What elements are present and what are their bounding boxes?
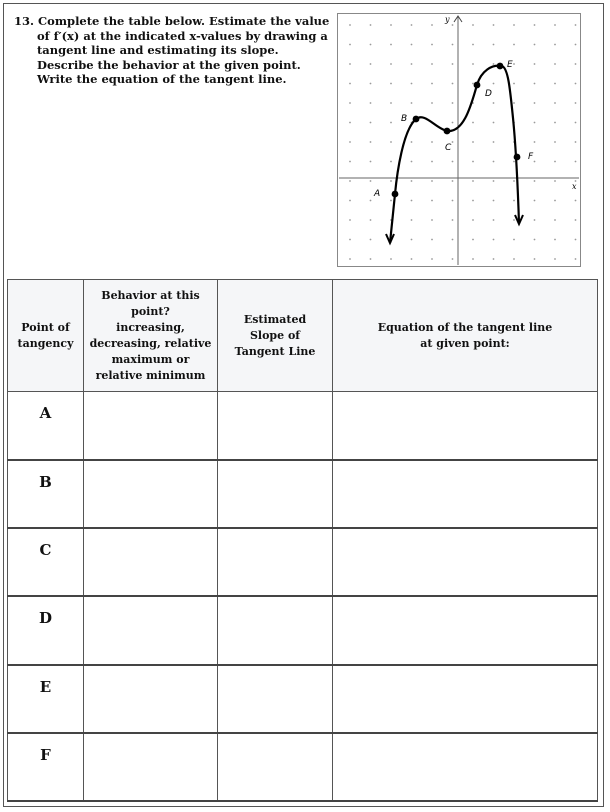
grid-dot [534,180,536,182]
grid-dot [411,239,413,241]
grid-dot [370,180,372,182]
grid-dot [431,258,433,260]
grid-dot [513,239,515,241]
grid-dot [431,102,433,104]
grid-dot [370,102,372,104]
tangent-table [7,279,598,802]
equation-cell[interactable] [333,392,598,460]
point-d-label: D [485,89,492,99]
problem-number: 13. [14,14,35,28]
behavior-cell[interactable] [84,665,218,733]
grid-dot [349,44,351,46]
grid-dot [411,141,413,143]
grid-dot [513,102,515,104]
slope-cell[interactable] [218,665,333,733]
grid-dot [575,102,577,104]
grid-dot [411,200,413,202]
grid-dot [554,83,556,85]
grid-dot [411,219,413,221]
grid-dot [534,24,536,26]
point-b-label: B [401,114,408,124]
grid-dot [431,180,433,182]
row-point-label: A [8,392,84,460]
grid-dot [370,44,372,46]
header-estimated-slope: Estimated Slope of Tangent Line [218,280,333,392]
grid-dot [534,102,536,104]
grid-dot [431,44,433,46]
grid-dot [534,63,536,65]
grid-dot [472,219,474,221]
grid-dot [575,258,577,260]
behavior-cell[interactable] [84,460,218,528]
slope-cell[interactable] [218,596,333,664]
grid-dot [554,258,556,260]
grid-dot [513,258,515,260]
grid-dot [472,258,474,260]
grid-dot [534,122,536,124]
grid-dot [349,24,351,26]
grid-dot [390,83,392,85]
grid-dot [534,219,536,221]
grid-dot [390,63,392,65]
grid-dot [554,200,556,202]
prompt-line-4: Describe the behavior at the given point. [37,57,301,72]
prompt-line-3: tangent line and estimating its slope. [37,43,279,58]
grid-dot [431,83,433,85]
grid-dot [534,239,536,241]
grid-dot [452,141,454,143]
grid-dot [431,161,433,163]
grid-dot [554,102,556,104]
grid-dot [370,219,372,221]
point-e-label: E [507,60,513,70]
point-a-dot [392,191,399,198]
grid-dot [575,122,577,124]
grid-dot [575,44,577,46]
grid-dot [575,141,577,143]
grid-dot [472,141,474,143]
grid-dot [472,239,474,241]
grid-dot [493,63,495,65]
grid-dot [554,122,556,124]
grid-dot [493,161,495,163]
point-f-dot [514,154,521,161]
grid-dot [493,24,495,26]
equation-cell[interactable] [333,596,598,664]
grid-dot [390,141,392,143]
grid-dot [452,219,454,221]
grid-dot [493,258,495,260]
grid-dot [493,200,495,202]
grid-dot [349,239,351,241]
equation-cell[interactable] [333,528,598,596]
grid-dot [370,239,372,241]
grid-dot [472,83,474,85]
grid-dot [534,258,536,260]
grid-dot [411,24,413,26]
grid-dot [452,63,454,65]
point-b-dot [413,116,420,123]
grid-dot [472,180,474,182]
table-row [8,596,598,664]
header-tangent-equation: Equation of the tangent line at given point: [333,280,598,392]
equation-cell[interactable] [333,733,598,801]
grid-dot [411,180,413,182]
grid-dot [411,63,413,65]
grid-dot [513,24,515,26]
grid-dot [349,102,351,104]
grid-dot [513,44,515,46]
grid-dot [513,161,515,163]
grid-dot [390,44,392,46]
grid-dot [575,83,577,85]
grid-dot [431,200,433,202]
grid-dot [513,200,515,202]
grid-dot [349,258,351,260]
grid-dot [431,219,433,221]
grid-dot [575,161,577,163]
x-axis-label: x [572,182,577,191]
table-row [8,460,598,528]
grid-dot [493,83,495,85]
grid-dot [370,122,372,124]
point-a-label: A [374,189,381,199]
grid-dot [472,122,474,124]
grid-dot [534,200,536,202]
problem-prompt [14,14,330,87]
grid-dot [554,141,556,143]
grid-dot [452,200,454,202]
grid-dot [349,161,351,163]
grid-dot [575,200,577,202]
table-header-row [8,280,598,392]
y-axis-label: y [445,15,450,24]
grid-dot [370,200,372,202]
grid-dot [472,200,474,202]
grid-dot [390,161,392,163]
grid-dot [493,180,495,182]
prompt-line-2: of f′(x) at the indicated x-values by drawing a [37,28,328,43]
grid-dot [349,219,351,221]
row-point-label: D [8,596,84,664]
grid-dot [513,180,515,182]
grid-dot [452,44,454,46]
behavior-cell[interactable] [84,733,218,801]
grid-dot [349,83,351,85]
grid-dot [431,63,433,65]
grid-dot [554,24,556,26]
grid-dot [472,161,474,163]
point-d-dot [474,82,481,89]
grid-dot [452,24,454,26]
grid-dot [349,180,351,182]
grid-dot [554,239,556,241]
grid-dot [472,63,474,65]
point-e-dot [497,63,504,70]
grid-dot [452,180,454,182]
grid-dot [493,239,495,241]
grid-dot [575,63,577,65]
slope-cell[interactable] [218,460,333,528]
point-c-label: C [445,143,452,153]
row-point-label: E [8,665,84,733]
grid-dot [370,141,372,143]
grid-dot [575,219,577,221]
grid-dot [411,161,413,163]
grid-dot [452,122,454,124]
equation-cell[interactable] [333,665,598,733]
slope-cell[interactable] [218,392,333,460]
behavior-cell[interactable] [84,528,218,596]
grid-dot [390,102,392,104]
grid-dot [349,141,351,143]
header-point-of-tangency: Point of tangency [8,280,84,392]
grid-dot [554,180,556,182]
grid-dot [452,102,454,104]
grid-dot [431,239,433,241]
grid-dot [472,24,474,26]
grid-dot [411,83,413,85]
grid-dot [493,219,495,221]
row-point-label: C [8,528,84,596]
grid-dot [370,24,372,26]
point-f-label: F [528,152,534,162]
grid-dot [554,219,556,221]
grid-dot [452,161,454,163]
grid-dot [493,122,495,124]
grid-dot [513,219,515,221]
grid-dot [411,258,413,260]
grid-dot [554,44,556,46]
grid-dot [534,83,536,85]
grid-dot [554,161,556,163]
grid-dot [390,200,392,202]
header-behavior: Behavior at this point? increasing, decreasing, relative maximum or relative minimum [84,280,218,392]
grid-dot [493,44,495,46]
behavior-cell[interactable] [84,596,218,664]
slope-cell[interactable] [218,733,333,801]
graph-border [338,14,581,267]
prompt-line-5: Write the equation of the tangent line. [37,72,287,87]
table-row [8,665,598,733]
slope-cell[interactable] [218,528,333,596]
grid-dot [390,24,392,26]
point-c-dot [444,128,451,135]
function-graph [337,13,581,267]
grid-dot [411,102,413,104]
grid-dot [554,63,556,65]
grid-dot [452,239,454,241]
grid-dot [534,161,536,163]
table-row [8,392,598,460]
grid-dot [370,63,372,65]
prompt-line-1: 13. Complete the table below. Estimate the value [14,14,330,28]
grid-dot [493,102,495,104]
grid-dot [349,200,351,202]
grid-dot [513,63,515,65]
grid-dot [370,258,372,260]
behavior-cell[interactable] [84,392,218,460]
grid-dot [390,180,392,182]
grid-dot [534,141,536,143]
grid-dot [349,63,351,65]
table-row [8,528,598,596]
grid-dot [370,83,372,85]
grid-dot [349,122,351,124]
equation-cell[interactable] [333,460,598,528]
grid-dot [390,258,392,260]
grid-dot [493,141,495,143]
grid-dot [370,161,372,163]
grid-dot [431,141,433,143]
row-point-label: F [8,733,84,801]
grid-dot [452,83,454,85]
grid-dot [452,258,454,260]
table-row [8,733,598,801]
grid-dot [513,83,515,85]
grid-dot [472,44,474,46]
grid-dot [575,24,577,26]
grid-dot [534,44,536,46]
row-point-label: B [8,460,84,528]
grid-dot [575,239,577,241]
grid-dot [431,24,433,26]
grid-dot [390,122,392,124]
grid-dot [411,44,413,46]
